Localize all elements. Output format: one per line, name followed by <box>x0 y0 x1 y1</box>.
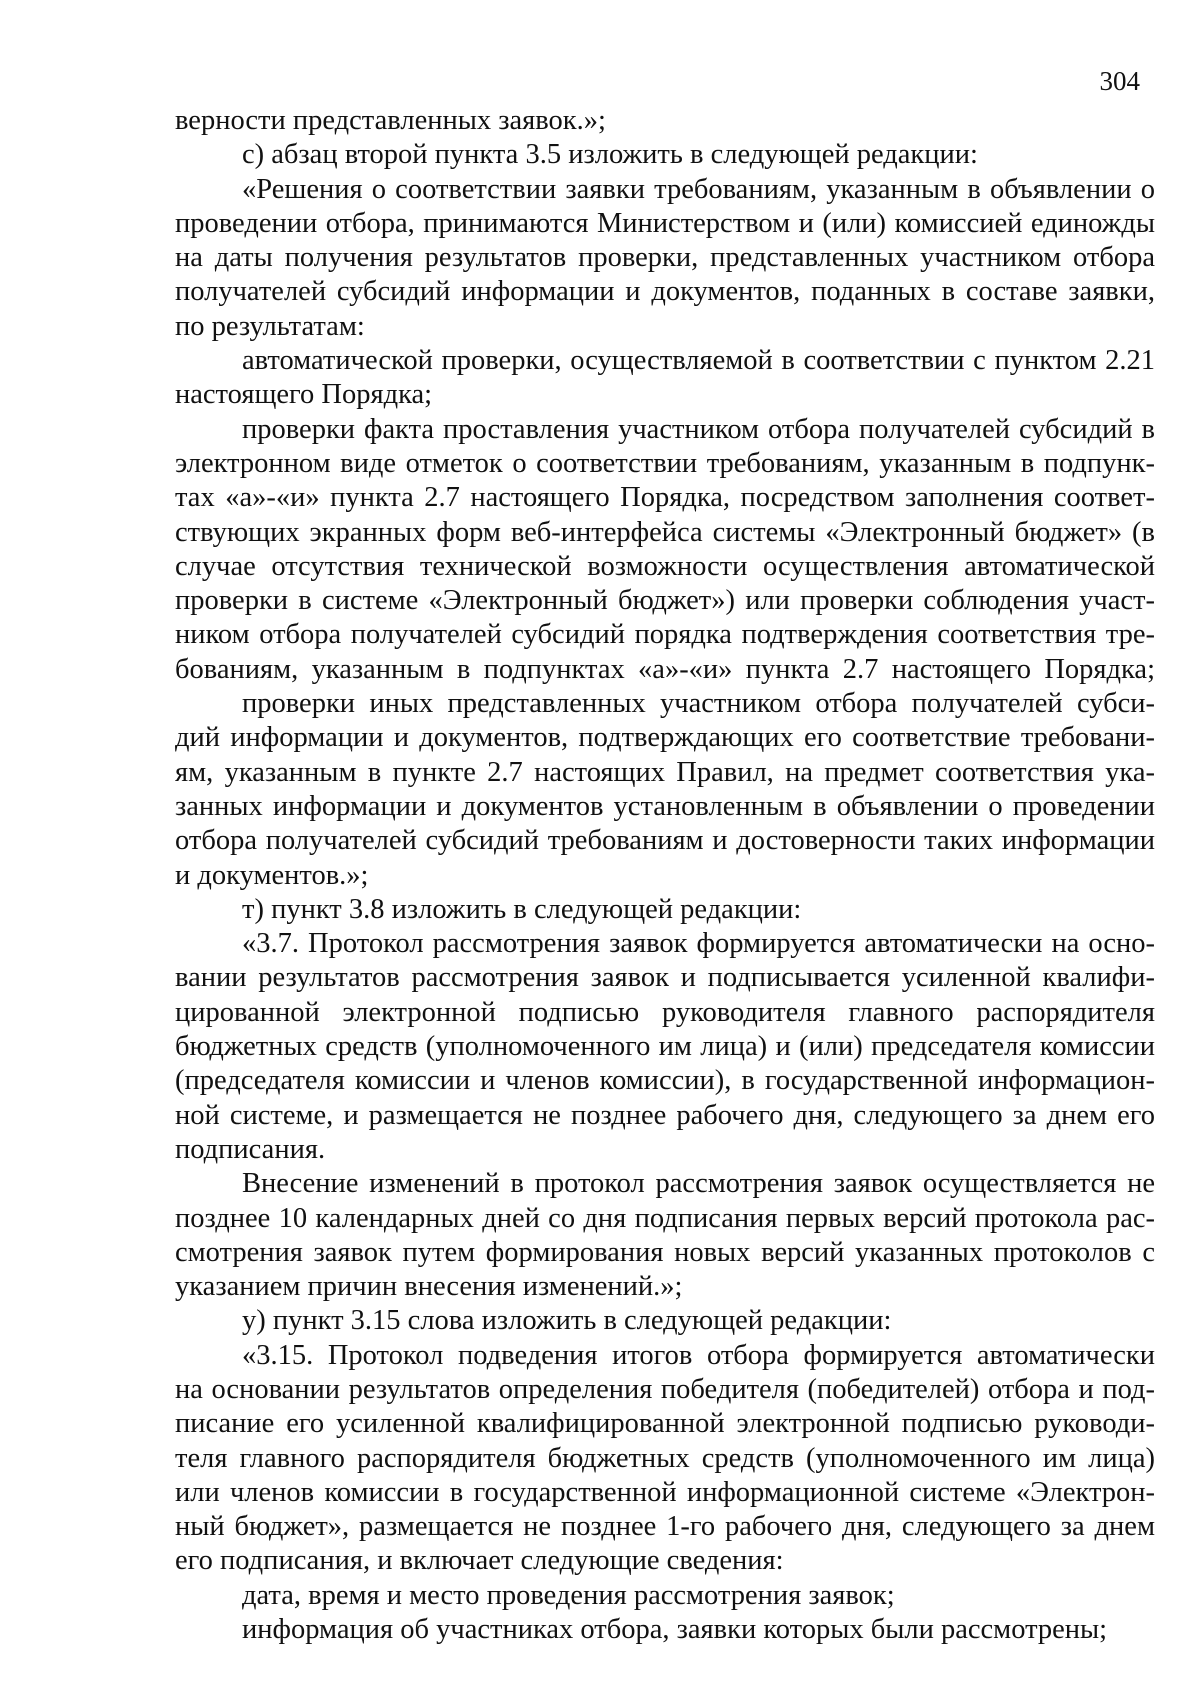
text-line: по результатам: <box>175 310 365 342</box>
text-line: «Решения о соответствии заявки требованиям, указанным в объявлении о <box>242 173 1155 205</box>
text-line: указанием причин внесения изменений.»; <box>175 1271 683 1303</box>
text-line: у) пункт 3.15 слова изложить в следующей редакции: <box>242 1305 892 1337</box>
text-line: ный бюджет», размещается не позднее 1-го рабочего дня, следующего за днем <box>175 1511 1155 1543</box>
text-line: случае отсутствия технической возможности осуществления автоматической <box>175 550 1155 582</box>
text-line: или членов комиссии в государственной информационной системе «Электрон- <box>175 1476 1155 1508</box>
text-line: (председателя комиссии и членов комиссии), в государственной информацион- <box>175 1065 1155 1097</box>
text-line: цированной электронной подписью руководителя главного распорядителя <box>175 996 1155 1028</box>
text-line: «3.15. Протокол подведения итогов отбора формируется автоматически <box>242 1339 1155 1371</box>
text-line: занных информации и документов установленным в объявлении о проведении <box>175 790 1155 822</box>
text-line: теля главного распорядителя бюджетных средств (уполномоченного им лица) <box>175 1442 1155 1474</box>
text-line: настоящего Порядка; <box>175 379 433 411</box>
text-line: бованиям, указанным в подпунктах «а»-«и» пункта 2.7 настоящего Порядка; <box>175 653 1155 685</box>
text-line: проверки факта проставления участником отбора получателей субсидий в <box>242 413 1155 445</box>
text-line: тах «а»-«и» пункта 2.7 настоящего Порядка, посредством заполнения соответ- <box>175 482 1155 514</box>
text-line: ником отбора получателей субсидий порядка подтверждения соответствия тре- <box>175 619 1155 651</box>
text-line: бюджетных средств (уполномоченного им лица) и (или) председателя комиссии <box>175 1031 1155 1063</box>
text-line: проверки в системе «Электронный бюджет») или проверки соблюдения участ- <box>175 585 1155 617</box>
text-line: т) пункт 3.8 изложить в следующей редакции: <box>242 893 802 925</box>
text-line: электронном виде отметок о соответствии требованиям, указанным в подпунк- <box>175 447 1155 479</box>
text-line: проверки иных представленных участником отбора получателей субси- <box>242 688 1155 720</box>
text-line: на основании результатов определения победителя (победителей) отбора и под- <box>175 1373 1155 1405</box>
text-line: вании результатов рассмотрения заявок и подписывается усиленной квалифи- <box>175 962 1155 994</box>
document-body <box>175 104 1155 1647</box>
text-line: проведении отбора, принимаются Министерством и (или) комиссией единожды <box>175 207 1155 239</box>
text-line: ям, указанным в пункте 2.7 настоящих Правил, на предмет соответствия ука- <box>175 756 1155 788</box>
text-line: позднее 10 календарных дней со дня подписания первых версий протокола рас- <box>175 1202 1155 1234</box>
text-line: подписания. <box>175 1133 326 1165</box>
text-line: и документов.»; <box>175 859 369 891</box>
text-line: информация об участниках отбора, заявки которых были рассмотрены; <box>242 1614 1108 1646</box>
text-line: ствующих экранных форм веб-интерфейса системы «Электронный бюджет» (в <box>175 516 1155 548</box>
text-line: с) абзац второй пункта 3.5 изложить в следующей редакции: <box>242 139 978 171</box>
text-line: на даты получения результатов проверки, представленных участником отбора <box>175 242 1155 274</box>
page-number: 304 <box>1099 66 1140 96</box>
text-line: верности представленных заявок.»; <box>175 105 606 136</box>
text-line: дий информации и документов, подтверждающих его соответствие требовани- <box>175 722 1155 754</box>
text-line: ной системе, и размещается не позднее рабочего дня, следующего за днем его <box>175 1099 1155 1131</box>
text-line: Внесение изменений в протокол рассмотрения заявок осуществляется не <box>242 1168 1155 1200</box>
text-line: автоматической проверки, осуществляемой в соответствии с пунктом 2.21 <box>242 345 1155 377</box>
text-line: «3.7. Протокол рассмотрения заявок формируется автоматически на осно- <box>242 928 1155 960</box>
text-line: отбора получателей субсидий требованиям и достоверности таких информации <box>175 825 1155 857</box>
text-line: смотрения заявок путем формирования новых версий указанных протоколов с <box>175 1236 1155 1268</box>
text-line: его подписания, и включает следующие сведения: <box>175 1545 784 1577</box>
text-line: писание его усиленной квалифицированной электронной подписью руководи- <box>175 1408 1155 1440</box>
text-line: получателей субсидий информации и документов, поданных в составе заявки, <box>175 276 1155 308</box>
text-line: дата, время и место проведения рассмотрения заявок; <box>242 1579 895 1611</box>
